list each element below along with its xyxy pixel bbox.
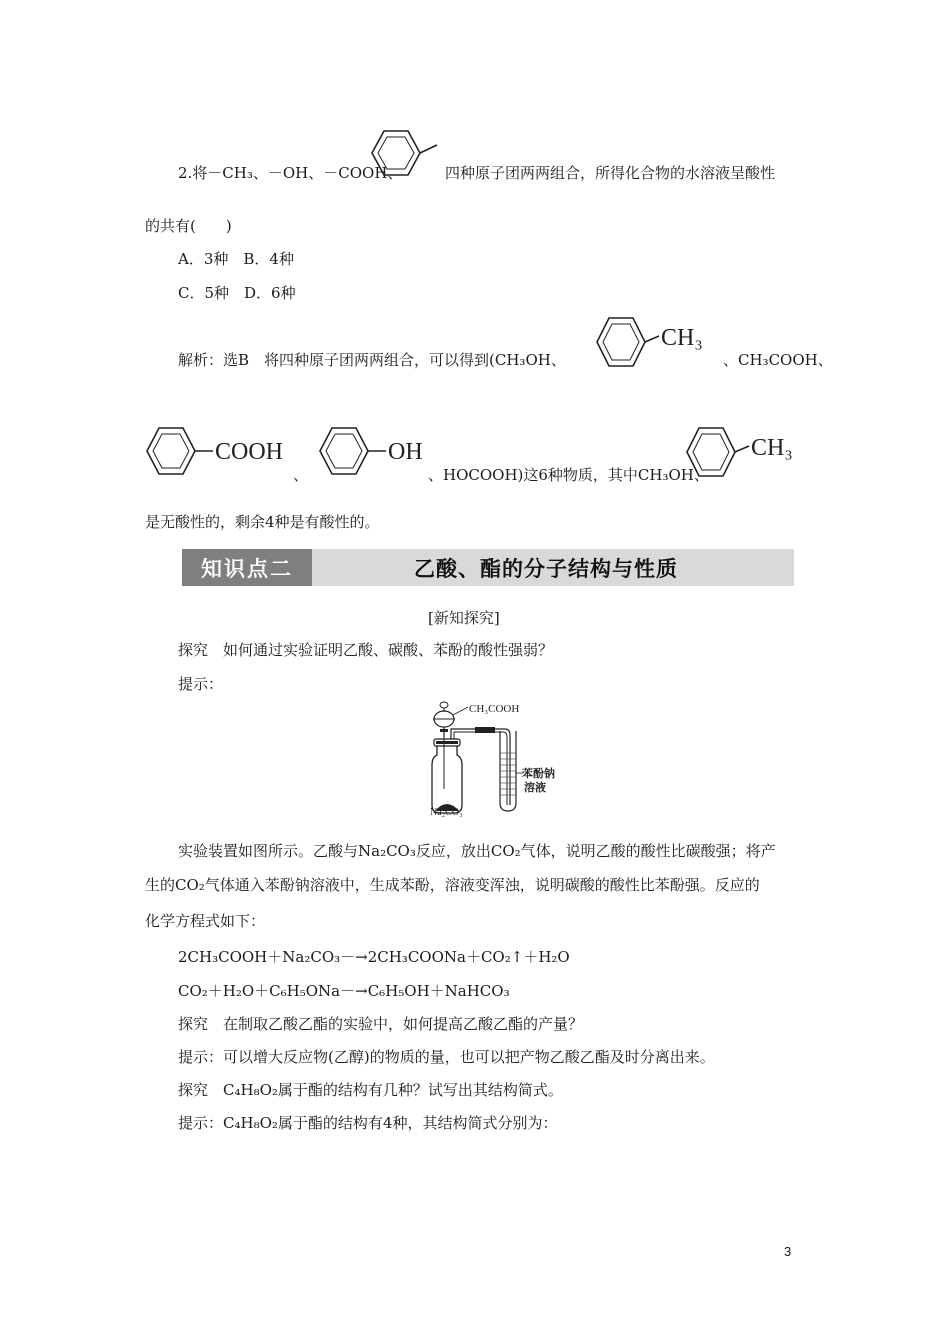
equation-1: 2CH₃COOH＋Na₂CO₃－→2CH₃COONa＋CO₂↑＋H₂O bbox=[178, 948, 570, 966]
section-header bbox=[182, 549, 794, 586]
toluene-structure-2 bbox=[683, 422, 813, 482]
experiment-apparatus-diagram bbox=[420, 693, 565, 823]
question-2-text-c: 的共有( ) bbox=[145, 217, 232, 235]
explore-2: 探究 在制取乙酸乙酯的实验中，如何提高乙酸乙酯的产量？ bbox=[178, 1015, 584, 1033]
flask-label: Na₂CO₃ bbox=[430, 807, 463, 818]
section-title: 乙酸、酯的分子结构与性质 bbox=[414, 556, 678, 581]
analysis-line-1b: 、CH₃COOH、 bbox=[723, 351, 833, 369]
toluene-structure-1 bbox=[593, 312, 723, 372]
tube-label-2: 溶液 bbox=[524, 782, 546, 794]
new-knowledge-heading: [新知探究] bbox=[428, 609, 500, 627]
hint-1: 提示： bbox=[178, 675, 224, 693]
analysis-line-2a: 、 bbox=[293, 466, 309, 484]
body-para-1: 实验装置如图所示。乙酸与Na₂CO₃反应，放出CO₂气体，说明乙酸的酸性比碳酸强；将产 bbox=[178, 842, 776, 860]
methyl-label: CH₃ bbox=[661, 325, 703, 351]
phenol-structure bbox=[316, 424, 436, 480]
explore-1: 探究 如何通过实验证明乙酸、碳酸、苯酚的酸性强弱？ bbox=[178, 641, 554, 659]
benzene-ring-icon bbox=[362, 127, 442, 183]
question-2-text-b: 四种原子团两两组合，所得化合物的水溶液呈酸性 bbox=[445, 164, 776, 182]
analysis-line-3: 是无酸性的，剩余4种是有酸性的。 bbox=[145, 513, 380, 531]
carboxyl-label: COOH bbox=[215, 439, 284, 465]
option-c-d: C．5种 D．6种 bbox=[178, 284, 296, 302]
analysis-line-1a: 解析：选B 将四种原子团两两组合，可以得到(CH₃OH、 bbox=[178, 351, 566, 369]
body-para-2: 生的CO₂气体通入苯酚钠溶液中，生成苯酚，溶液变浑浊，说明碳酸的酸性比苯酚强。反应的 bbox=[145, 876, 760, 894]
analysis-line-2b: 、HOCOOH)这6种物质，其中CH₃OH、 bbox=[428, 466, 709, 484]
section-tag: 知识点二 bbox=[182, 549, 312, 586]
funnel-label: CH₃COOH bbox=[469, 703, 520, 715]
question-2-text-a: 2.将－CH₃、－OH、－COOH、 bbox=[178, 164, 403, 182]
body-para-3: 化学方程式如下： bbox=[145, 912, 266, 930]
equation-2: CO₂＋H₂O＋C₆H₅ONa－→C₆H₅OH＋NaHCO₃ bbox=[178, 982, 510, 1000]
benzoic-acid-structure bbox=[143, 424, 298, 480]
methyl-label: CH₃ bbox=[751, 435, 793, 461]
hint-2: 提示：可以增大反应物(乙醇)的物质的量，也可以把产物乙酸乙酯及时分离出来。 bbox=[178, 1048, 715, 1066]
hydroxyl-label: OH bbox=[388, 439, 423, 465]
hint-3: 提示：C₄H₈O₂属于酯的结构有4种，其结构简式分别为： bbox=[178, 1114, 558, 1132]
explore-3: 探究 C₄H₈O₂属于酯的结构有几种？试写出其结构简式。 bbox=[178, 1081, 563, 1099]
option-a-b: A．3种 B．4种 bbox=[178, 250, 294, 268]
page-number: 3 bbox=[784, 1244, 792, 1259]
tube-label-1: 苯酚钠 bbox=[522, 768, 555, 780]
